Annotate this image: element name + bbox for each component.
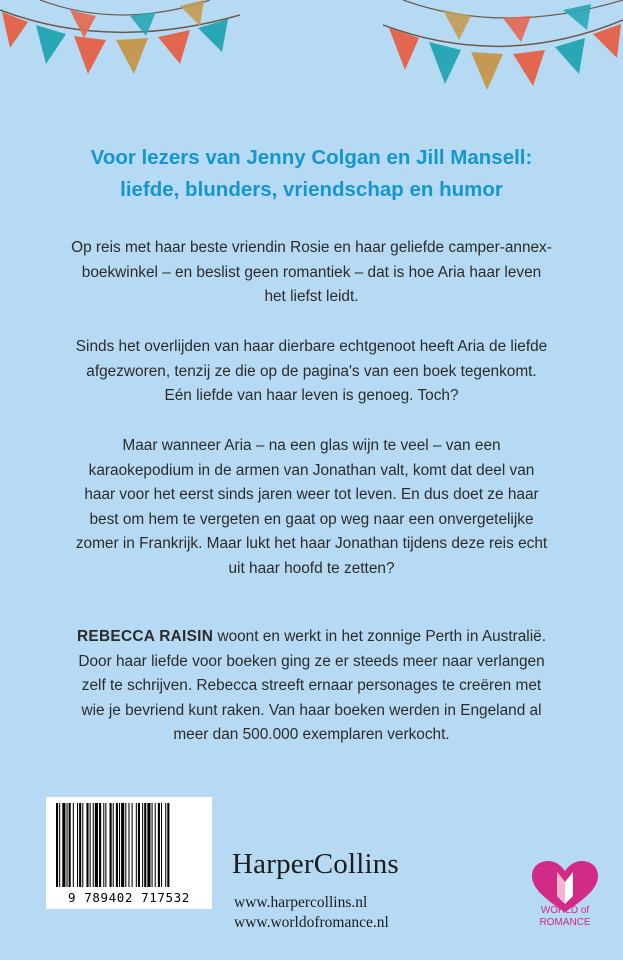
blurb-p1-line: Op reis met haar beste vriendin Rosie en haar geliefde camper-annex- [71, 239, 552, 256]
author-name: REBECCA RAISIN [77, 628, 214, 645]
barcode-bar [161, 803, 162, 887]
blurb-p2-line: Eén liefde van haar leven is genoeg. Toch? [164, 387, 459, 405]
author-bio-line: meer dan 500.000 exemplaren verkocht. [173, 726, 450, 744]
blurb-p1-line: het liefst leidt. [264, 288, 359, 306]
imprint-url: www.worldofromance.nl [234, 914, 389, 931]
barcode-bar [90, 803, 91, 887]
world-of-romance-heart-icon [530, 848, 600, 928]
barcode-bar [121, 803, 124, 887]
publisher-url: www.harpercollins.nl [234, 894, 368, 911]
barcode-bar [103, 803, 104, 887]
author-bio-line: woont en werkt in het zonnige Perth in Australië. [213, 628, 546, 645]
publisher-logo: HarperCollins [232, 848, 399, 880]
barcode-bar [99, 803, 101, 887]
author-bio-line: zelf te schrijven. Rebecca streeft ernaar personages te creëren met [81, 677, 542, 695]
blurb-paragraph-3 [40, 434, 583, 582]
blurb-p3-line: zomer in Frankrijk. Maar lukt het haar Jonathan tijdens deze reis echt [75, 535, 548, 553]
tagline [30, 142, 593, 206]
barcode-bar [110, 803, 112, 887]
barcode-bar [158, 803, 160, 887]
barcode-bar [93, 803, 94, 887]
blurb-p3-line: best om hem te vergeten en gaat op weg naar een onvergetelijke [89, 510, 534, 528]
barcode-bar [142, 803, 143, 887]
blurb-p3-line: haar voor het eerst sinds jaren weer tot leven. En dus doet ze haar [84, 486, 539, 504]
barcode-bar [128, 803, 129, 887]
blurb-paragraph-2 [40, 335, 583, 409]
barcode-bars [52, 803, 206, 889]
barcode [46, 797, 212, 909]
barcode-bar [67, 803, 68, 887]
barcode-bar [147, 803, 150, 887]
barcode-bar [62, 803, 65, 887]
barcode-bar [86, 803, 88, 887]
tagline-line-2: liefde, blunders, vriendschap en humor [120, 178, 503, 201]
barcode-bar [69, 803, 71, 887]
barcode-bar [152, 803, 153, 887]
author-bio-line: wie je bevriend kunt raken. Van haar boeken werden in Engeland al [81, 701, 542, 719]
barcode-bar [136, 803, 137, 887]
barcode-bar [132, 803, 133, 887]
imprint-label-line-2: ROMANCE [539, 917, 591, 928]
barcode-bar [73, 803, 74, 887]
barcode-bar [125, 803, 126, 887]
blurb-p3-line: karaokepodium in de armen van Jonathan valt, komt dat deel van [88, 461, 535, 479]
barcode-bar [105, 803, 106, 887]
barcode-bar [119, 803, 120, 887]
blurb-p3-line: uit haar hoofd te zetten? [228, 559, 395, 577]
barcode-bar [144, 803, 146, 887]
tagline-line-1: Voor lezers van Jenny Colgan en Jill Mansell: [90, 146, 533, 169]
barcode-bar [95, 803, 98, 887]
blurb-paragraph-1 [40, 236, 583, 310]
imprint-label-line-1: WORLD of [540, 905, 590, 916]
barcode-bar [59, 803, 60, 887]
barcode-bar [116, 803, 118, 887]
blurb-p2-line: Sinds het overlijden van haar dierbare echtgenoot heeft Aria de liefde [75, 338, 548, 355]
barcode-bar [77, 803, 78, 887]
barcode-bar [82, 803, 83, 887]
barcode-bar [138, 803, 140, 887]
blurb-p3-line: Maar wanneer Aria – na een glas wijn te veel – van een [122, 437, 501, 454]
barcode-bar [113, 803, 114, 887]
author-bio [40, 625, 583, 748]
bunting-left-decoration [0, 0, 250, 100]
barcode-bar [167, 803, 169, 887]
barcode-bar [79, 803, 81, 887]
blurb-p1-line: boekwinkel – en beslist geen romantiek – dat is hoe Aria haar leven [81, 263, 542, 281]
barcode-bar [155, 803, 156, 887]
barcode-bar [56, 803, 58, 887]
author-bio-line: Door haar liefde voor boeken ging ze er steeds meer naar verlangen [78, 652, 545, 670]
bunting-right-decoration [383, 0, 623, 100]
isbn-number: 9 789402 717532 [68, 890, 190, 905]
barcode-bar [165, 803, 166, 887]
blurb-p2-line: afgezworen, tenzij ze die op de pagina's van een boek tegenkomt. [86, 362, 537, 380]
